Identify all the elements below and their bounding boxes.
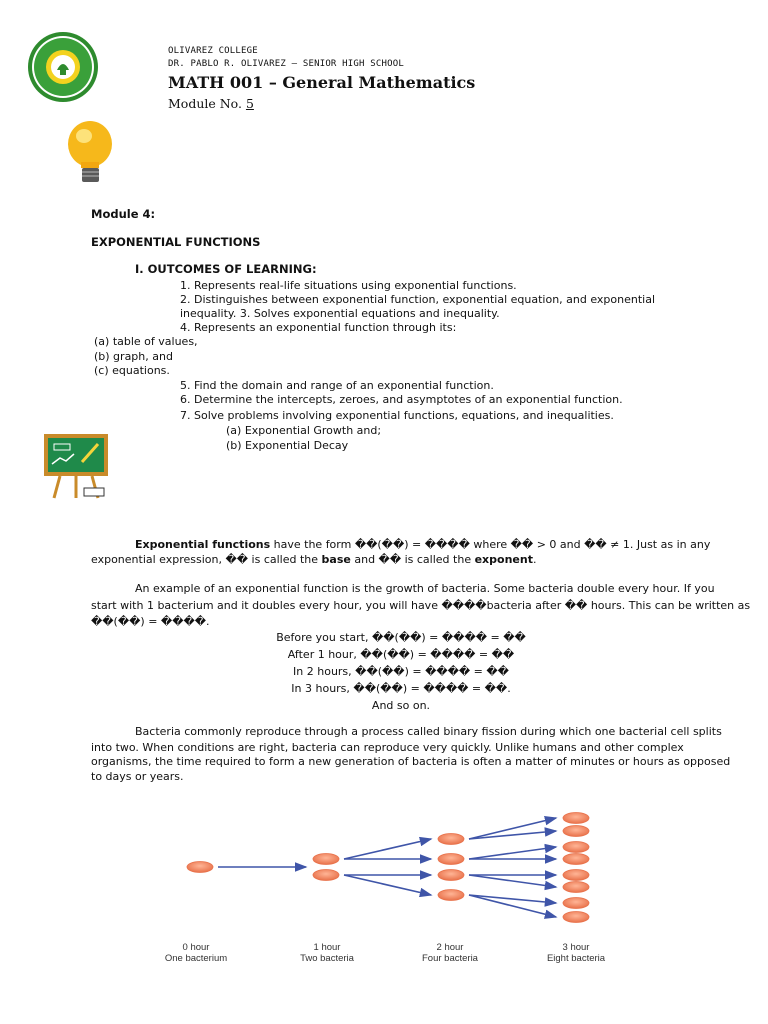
module-number-line — [168, 96, 254, 111]
course-title: MATH 001 – General Mathematics — [168, 73, 476, 92]
label-3-hour-caption: Eight bacteria — [546, 953, 606, 964]
outcome-2-line1: 2. Distinguishes between exponential function, exponential equation, and exponential — [180, 293, 656, 306]
bacterium-cell-gen3-6 — [563, 898, 589, 909]
chalkboard-easel-icon — [42, 432, 112, 500]
outcome-5: 5. Find the domain and range of an exponential function. — [180, 379, 494, 392]
binary-fission-line-1: Bacteria commonly reproduce through a process called binary fission during which one bacterial cell splits — [135, 725, 722, 738]
growth-arrow-1-0 — [344, 839, 431, 859]
module-label: Module No. — [168, 96, 242, 111]
label-2-hour-title: 2 hour — [436, 942, 464, 953]
binary-fission-line-4: to days or years. — [91, 770, 184, 783]
formula-3-hours: In 3 hours, ��(��) = ���� = ��. — [291, 682, 511, 695]
bacterium-cell-gen3-5 — [563, 882, 589, 893]
definition-text-b: and �� is called the — [350, 553, 475, 566]
bacteria-example-line-2: start with 1 bacterium and it doubles every hour, you will have ����bacteria after �� hours. This can be written as — [91, 599, 751, 612]
growth-arrow-2-2 — [469, 847, 556, 859]
bacteria-example-line-1: An example of an exponential function is the growth of bacteria. Some bacteria double every hour. If you — [135, 582, 715, 595]
growth-arrow-2-1 — [469, 831, 556, 839]
form-conditions: where �� > 0 and �� ≠ 1. Just as in any — [469, 538, 711, 551]
exponent-term: exponent — [474, 553, 533, 566]
bacterium-cell-gen3-4 — [563, 870, 589, 881]
label-1-hour-caption: Two bacteria — [300, 953, 354, 964]
outcomes-heading: I. OUTCOMES OF LEARNING: — [135, 262, 317, 276]
bacterium-cell-gen3-1 — [563, 826, 589, 837]
label-1-hour — [287, 942, 367, 964]
label-0-hour-title: 0 hour — [182, 942, 210, 953]
base-term: base — [321, 553, 351, 566]
college-name: OLIVAREZ COLLEGE — [168, 46, 258, 56]
bacterium-cell-gen2-1 — [438, 854, 464, 865]
bacterium-cell-gen3-7 — [563, 912, 589, 923]
bacterium-cell-gen2-0 — [438, 834, 464, 845]
binary-fission-line-3: organisms, the time required to form a new generation of bacteria is often a matter of minutes or hours as opposed — [91, 755, 731, 768]
outcome-7: 7. Solve problems involving exponential functions, equations, and inequalities. — [180, 409, 614, 422]
formula-and-so-on: And so on. — [371, 699, 431, 712]
formula-2-hours: In 2 hours, ��(��) = ���� = �� — [293, 665, 509, 678]
label-0-hour — [156, 942, 236, 964]
formula-after-1-hour: After 1 hour, ��(��) = ���� = �� — [287, 648, 515, 661]
bacterium-cell-gen3-3 — [563, 854, 589, 865]
outcome-4a: (a) table of values, — [94, 335, 198, 348]
label-3-hour-title: 3 hour — [562, 942, 590, 953]
label-1-hour-title: 1 hour — [313, 942, 341, 953]
topic-heading: EXPONENTIAL FUNCTIONS — [91, 235, 261, 249]
bacterium-cell-gen3-0 — [563, 813, 589, 824]
bacteria-example-line-3: ��(��) = ����. — [91, 615, 210, 628]
growth-arrow-1-3 — [344, 875, 431, 895]
module-number: 5 — [245, 96, 254, 111]
growth-arrow-2-0 — [469, 818, 556, 839]
college-logo — [20, 30, 106, 104]
outcome-2-line2: inequality. 3. Solves exponential equations and inequality. — [180, 307, 500, 320]
label-0-hour-caption: One bacterium — [164, 953, 228, 964]
label-2-hour-caption: Four bacteria — [422, 953, 478, 964]
outcome-7a: (a) Exponential Growth and; — [226, 424, 382, 437]
outcome-6: 6. Determine the intercepts, zeroes, and asymptotes of an exponential function. — [180, 393, 623, 406]
formula-block — [91, 629, 711, 714]
bacteria-tree-graphic — [170, 806, 610, 941]
bacterium-cell-gen1-0 — [313, 854, 339, 865]
bacterium-cell-gen3-2 — [563, 842, 589, 853]
outcome-4b: (b) graph, and — [94, 350, 173, 363]
label-2-hour — [410, 942, 490, 964]
lightbulb-icon — [62, 118, 122, 186]
exponential-functions-term: Exponential functions — [135, 538, 271, 551]
growth-arrow-2-5 — [469, 875, 556, 887]
definition-text-c: . — [532, 553, 537, 566]
bacteria-growth-diagram — [164, 806, 610, 974]
definition-line-1 — [135, 537, 710, 552]
definition-text-a: exponential expression, �� is called the — [91, 553, 322, 566]
bacterium-cell-gen2-2 — [438, 870, 464, 881]
formula-before-start: Before you start, ��(��) = ���� = �� — [276, 631, 526, 644]
outcome-7b: (b) Exponential Decay — [226, 439, 349, 452]
bacterium-cell-gen2-3 — [438, 890, 464, 901]
bacterium-cell-gen0-0 — [187, 862, 213, 873]
definition-line-2 — [91, 552, 536, 567]
outcome-4c: (c) equations. — [94, 364, 170, 377]
outcome-4: 4. Represents an exponential function through its: — [180, 321, 457, 334]
bacterium-cell-gen1-1 — [313, 870, 339, 881]
binary-fission-line-2: into two. When conditions are right, bacteria can reproduce very quickly. Unlike humans and other complex — [91, 741, 684, 754]
outcome-1: 1. Represents real-life situations using exponential functions. — [180, 279, 517, 292]
module-heading: Module 4: — [91, 207, 156, 221]
label-3-hour — [536, 942, 616, 964]
school-name: DR. PABLO R. OLIVAREZ – SENIOR HIGH SCHOOL — [168, 59, 404, 69]
form-formula: have the form ��(��) = ���� — [270, 538, 470, 551]
